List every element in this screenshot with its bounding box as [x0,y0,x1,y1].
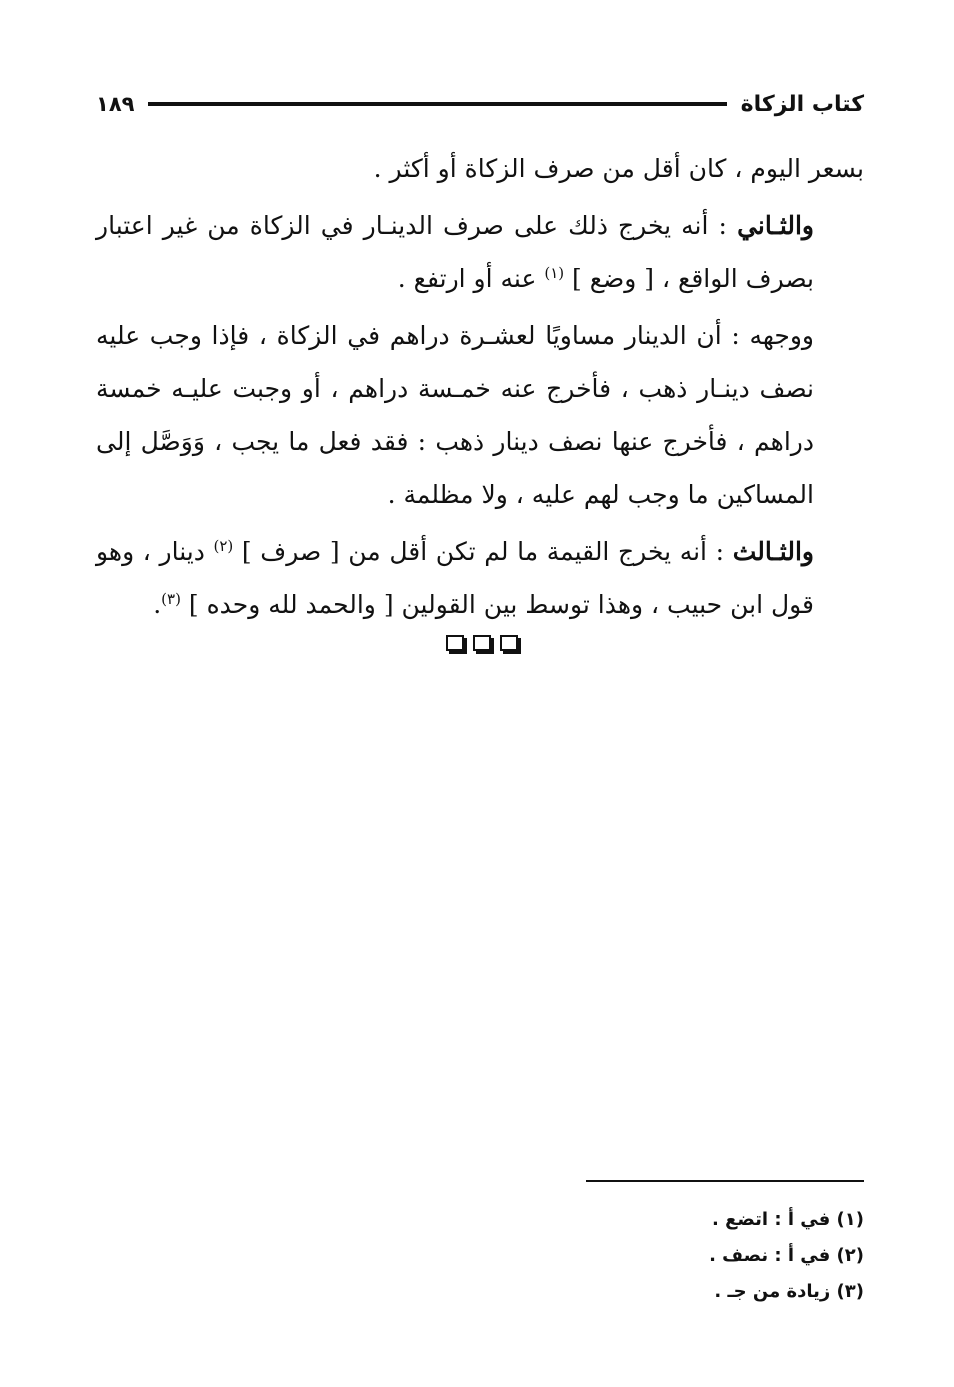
triple-square-ornament-icon [446,634,518,656]
header-rule [148,102,726,106]
running-title: كتاب الزكاة [740,91,864,117]
footnote-2: (٢) في أ : نصف . [709,1245,864,1266]
paragraph-1 [96,142,864,195]
paragraph-text: ووجهه : أن الدينار مساويًا لعشـرة دراهم في الزكاة ، فإذا وجب عليه نصف دينـار ذهب ، فأخرج عنه خمـسة دراهم ، أو وجبت عليـه خمسة دراهم ، فأخرج عنها نصف دينار ذهب : فقد فعل ما يجب ، وَوَصَّل إلى المساكين ما وجب لهم عليه ، ولا مظلمة . [96,321,814,509]
page-number: ١٨٩ [96,92,135,116]
paragraph-lead: والثـاني [737,211,814,240]
footnote-rule [586,1180,864,1182]
page-header [96,86,864,122]
footnote-3: (٣) زيادة من جـ . [714,1281,864,1302]
paragraph-text: : أنه يخرج ذلك على صرف الدينـار في الزكاة من غير اعتبار بصرف الواقع ، [ وضع ] [96,211,814,293]
paragraph-4 [96,525,864,631]
footnote-ref-3: (٣) [161,590,181,608]
ornament-square-icon [446,635,464,651]
footnote-1: (١) في أ : اتضع . [712,1209,864,1230]
ornament-square-icon [500,635,518,651]
paragraph-tail-end: . [153,590,162,619]
paragraph-2 [96,199,864,305]
footnote-ref-1: (١) [544,264,565,282]
footnotes [500,1202,864,1310]
footnote-ref-2: (٢) [213,537,234,555]
paragraph-lead: والثـالث [732,537,814,566]
paragraph-tail: عنه أو ارتفع . [397,264,545,293]
paragraph-text: : أنه يخرج القيمة ما لم تكن أقل من [ صرف ] [233,537,733,566]
body-text [96,142,864,631]
ornament-square-icon [473,635,491,651]
paragraph-text: بسعر اليوم ، كان أقل من صرف الزكاة أو أكثر . [373,154,864,183]
paragraph-tail: دينار ، وهو قول ابن حبيب ، وهذا توسط بين القولين [ والحمد لله وحده ] [96,537,814,619]
paragraph-3 [96,309,864,521]
